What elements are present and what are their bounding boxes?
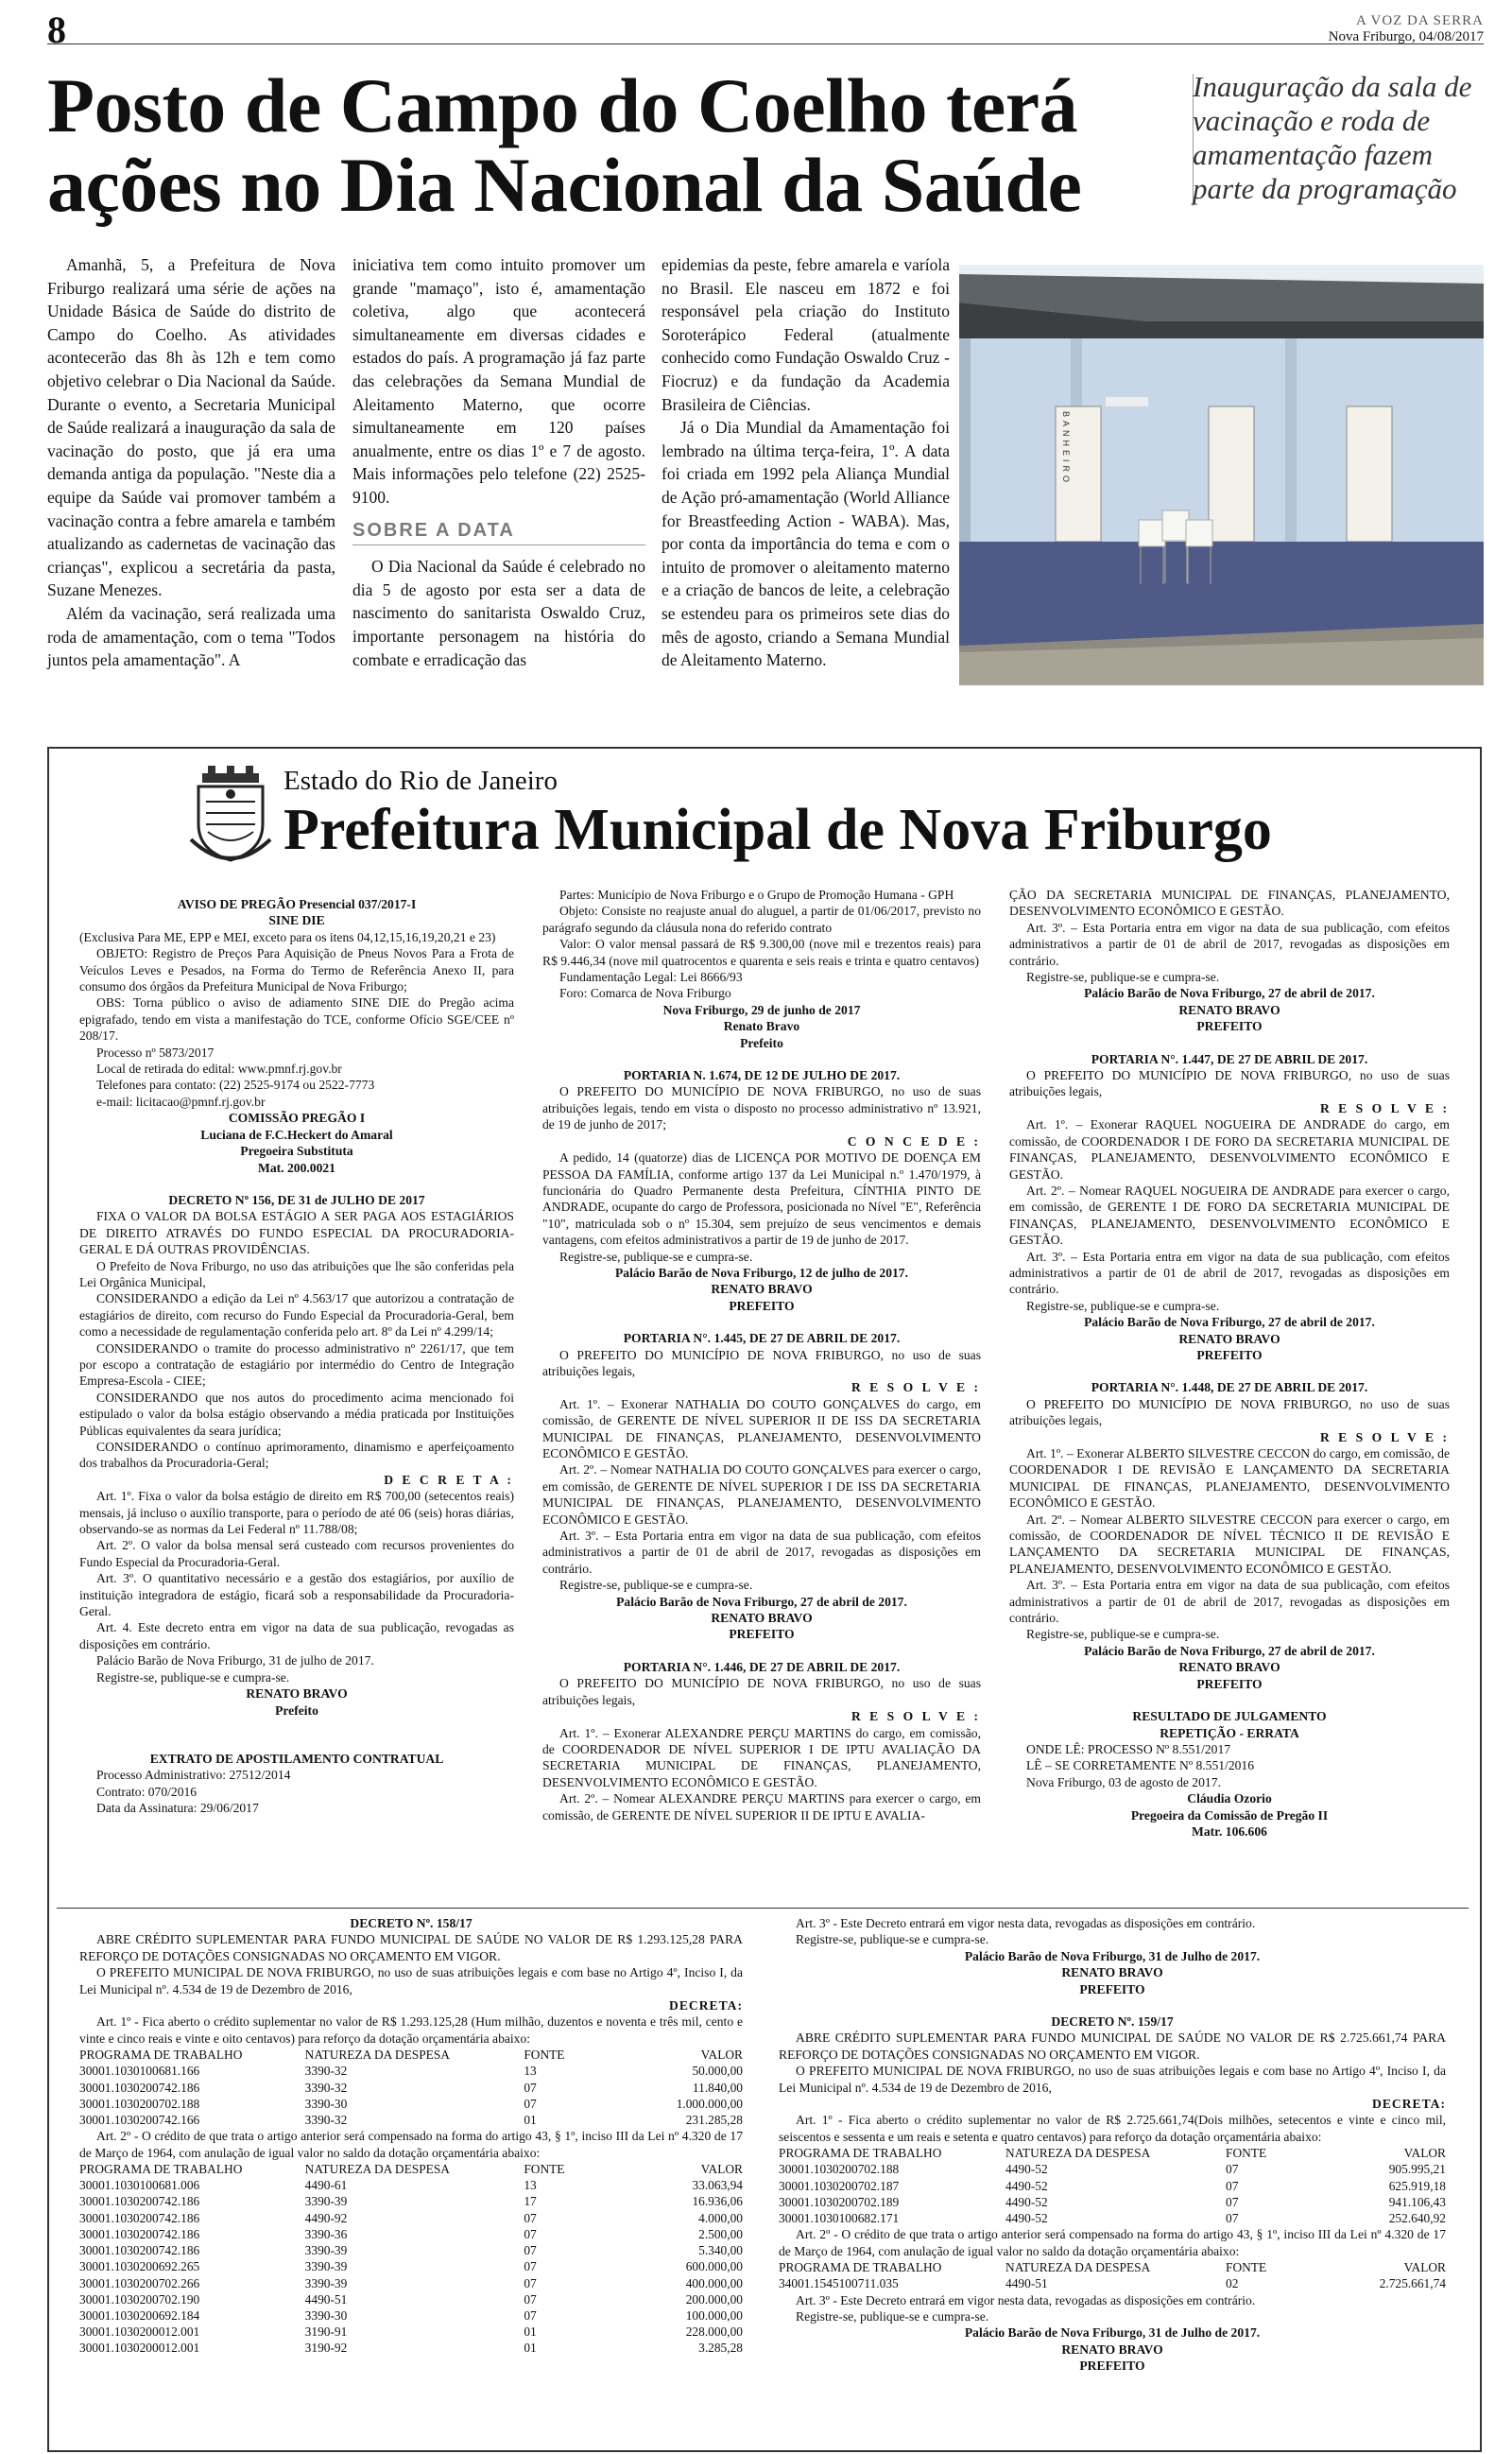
- table-cell: 2.500,00: [698, 2226, 743, 2241]
- spacer: [779, 1997, 1446, 2013]
- table-cell: 17: [524, 2194, 537, 2209]
- decree-verb: D E C R E T A :: [384, 1472, 514, 1487]
- paragraph: OBJETO: Registro de Preços Para Aquisição de Pneus Novos Para a Frota de Veículos Leves e Pesados, na Forma do Termo de Referência Anexo II, para consumo dos órgãos da Prefeitura Municipal de Nova Friburgo;: [79, 946, 514, 994]
- paragraph: Art. 3º. O quantitativo necessário e a gestão dos estagiários, por auxílio de instituição integradora de estágio, ficará sob a responsabilidade da Procuradoria-Geral.: [79, 1571, 514, 1619]
- centered-heading: AVISO DE PREGÃO Presencial 037/2017-I: [177, 897, 417, 911]
- table-header-row: [79, 2161, 743, 2177]
- table-cell: 30001.1030200742.186: [79, 2080, 200, 2095]
- table-row: [779, 2194, 1446, 2210]
- table-cell: 3390-36: [304, 2226, 348, 2241]
- health-unit-photo: [959, 265, 1484, 685]
- table-row: [779, 2161, 1446, 2177]
- table-cell: 07: [524, 2210, 537, 2225]
- table-cell: 625.919,18: [1388, 2178, 1446, 2193]
- paragraph: Art. 1º. – Exonerar ALBERTO SILVESTRE CECCON do cargo, em comissão, de COORDENADOR I DE REVISÃO E LANÇAMENTO DA SECRETARIA MUNICIPAL DE FINANÇAS, PLANEJAMENTO, DESENVOLVIMENTO ECONÔMICO E GESTÃO.: [1009, 1446, 1450, 1511]
- paragraph: Registre-se, publique-se e cumpra-se.: [559, 1249, 753, 1264]
- page-number: 8: [47, 9, 66, 51]
- table-row: [79, 2063, 743, 2079]
- paragraph: O Dia Nacional da Saúde é celebrado no dia 5 de agosto por esta ser a data de nascimento do sanitarista Oswaldo Cruz, importante personagem na história do combate e erradicação das: [352, 557, 645, 669]
- decree-verb: DECRETA:: [669, 1998, 743, 2013]
- centered-heading: Cláudia Ozorio: [1187, 1791, 1272, 1806]
- paragraph: (Exclusiva Para ME, EPP e MEI, exceto para os itens 04,12,15,16,19,20,21 e 23): [79, 929, 496, 944]
- prefeitura-title: Prefeitura Municipal de Nova Friburgo: [284, 798, 1272, 862]
- paragraph: ONDE LÊ: PROCESSO Nº 8.551/2017: [1026, 1741, 1231, 1756]
- column-header: NATUREZA DA DESPESA: [304, 2162, 450, 2177]
- budget-table: [779, 2145, 1446, 2226]
- table-cell: 3390-39: [304, 2275, 348, 2290]
- table-cell: 33.063,94: [692, 2178, 743, 2193]
- table-cell: 50.000,00: [692, 2064, 743, 2079]
- table-cell: 30001.1030200702.188: [779, 2162, 900, 2177]
- legal-column-1: [79, 896, 514, 1817]
- centered-heading: PREFEITO: [1196, 1676, 1263, 1691]
- decree-verb: R E S O L V E :: [850, 1380, 981, 1395]
- paragraph: Art. 2º. O valor da bolsa mensal será custeado com recursos provenientes do Fundo Especial da Procuradoria-Geral.: [79, 1538, 514, 1569]
- table-cell: 4490-52: [1005, 2178, 1048, 2193]
- centered-heading: Luciana de F.C.Heckert do Amaral: [200, 1127, 393, 1142]
- paragraph: OBS: Torna público o aviso de adiamento SINE DIE do Pregão acima epigrafado, tendo em vista a manifestação do TCE, conforme Ofício SGE/CEE nº 208/17.: [79, 995, 514, 1044]
- paragraph: Local de retirada do edital: www.pmnf.rj.gov.br: [96, 1062, 342, 1077]
- table-cell: 3190-92: [304, 2341, 348, 2356]
- centered-heading: Renato Bravo: [723, 1019, 800, 1034]
- spacer: [1009, 1035, 1450, 1051]
- paragraph: O PREFEITO DO MUNICÍPIO DE NOVA FRIBURGO, no uso de suas atribuições legais,: [542, 1347, 981, 1378]
- table-cell: 07: [524, 2275, 537, 2290]
- table-row: [779, 2210, 1446, 2226]
- paragraph: Nova Friburgo, 03 de agosto de 2017.: [1026, 1774, 1221, 1789]
- column-header: VALOR: [1403, 2260, 1446, 2275]
- table-row: [79, 2193, 743, 2209]
- table-cell: 905.995,21: [1388, 2162, 1446, 2177]
- centered-heading: DECRETO Nº. 159/17: [1051, 2014, 1174, 2030]
- table-cell: 4490-51: [1005, 2276, 1048, 2291]
- table-cell: 07: [524, 2291, 537, 2307]
- table-cell: 3390-32: [304, 2064, 348, 2079]
- decree-159-block: [779, 1915, 1446, 2375]
- table-row: [79, 2096, 743, 2112]
- column-header: PROGRAMA DE TRABALHO: [79, 2162, 243, 2177]
- table-cell: 13: [524, 2178, 537, 2193]
- paragraph: Amanhã, 5, a Prefeitura de Nova Friburgo realizará uma série de ações na Unidade Básica de Saúde do distrito de Campo do Coelho. As atividades acontecerão das 8h às 12h e tem como objetivo celebrar o Dia Nacional da Saúde. Durante o evento, a Secretaria Municipal de Saúde realizará a inauguração da sala de vacinação do posto, que já era uma demanda antiga da população. "Neste dia a equipe da Saúde vai promover também a vacinação contra a febre amarela e também atualizando as cadernetas de vacinação das crianças", explicou a secretária da pasta, Suzane Menezes.: [47, 255, 335, 600]
- legal-column-3: [1009, 887, 1450, 1840]
- table-cell: 3390-30: [304, 2096, 348, 2111]
- table-row: [79, 2324, 743, 2340]
- table-cell: 30001.1030200702.189: [779, 2194, 900, 2209]
- table-header-row: [779, 2259, 1446, 2275]
- paragraph: Art. 2º. – Nomear ALBERTO SILVESTRE CECCON para exercer o cargo, em comissão, de COORDENADOR DE NÍVEL TÉCNICO II DE REVISÃO E LANÇAMENTO DA SECRETARIA MUNICIPAL DE FINANÇAS, PLANEJAMENTO, DESENVOLVIMENTO ECONÔMICO E GESTÃO.: [1009, 1512, 1450, 1576]
- column-header: NATUREZA DA DESPESA: [1005, 2260, 1151, 2275]
- table-cell: 3390-32: [304, 2080, 348, 2095]
- column-header: FONTE: [1226, 2146, 1267, 2161]
- article-column-2: [352, 253, 645, 671]
- paragraph: O PREFEITO MUNICIPAL DE NOVA FRIBURGO, no uso de suas atribuições legais e com base no Artigo 4º, Inciso I, da Lei Municipal nº. 4.534 de 19 de Dezembro de 2016,: [779, 2064, 1446, 2095]
- table-cell: 07: [524, 2259, 537, 2274]
- table-cell: 30001.1030200702.266: [79, 2275, 200, 2290]
- table-cell: 30001.1030100682.171: [779, 2211, 900, 2226]
- paragraph: Registre-se, publique-se e cumpra-se.: [1026, 970, 1220, 985]
- centered-heading: Mat. 200.0021: [258, 1160, 335, 1175]
- centered-heading: Palácio Barão de Nova Friburgo, 27 de abril de 2017.: [1084, 1643, 1375, 1658]
- table-cell: 3390-39: [304, 2259, 348, 2274]
- table-cell: 30001.1030200742.186: [79, 2226, 200, 2241]
- paragraph: O PREFEITO DO MUNICÍPIO DE NOVA FRIBURGO, no uso de suas atribuições legais, tendo em vista o disposto no processo administrativo nº 13.921, de 19 de junho de 2017;: [542, 1084, 981, 1132]
- paragraph: Art. 1º - Fica aberto o crédito suplementar no valor de R$ 1.293.125,28 (Hum milhão, duzentos e noventa e três mil, cento e vinte e cinco reais e vinte e oito centavos) para reforço da dotação orçamentária abaixo:: [79, 2014, 743, 2046]
- centered-heading: RENATO BRAVO: [1061, 2342, 1163, 2357]
- centered-heading: PREFEITO: [1079, 1981, 1145, 1996]
- paragraph: Art. 2º. – Nomear NATHALIA DO COUTO GONÇALVES para exercer o cargo, em comissão, de GERENTE DE NÍVEL SUPERIOR I DE ISS DA SECRETARIA MUNICIPAL DE FINANÇAS, PLANEJAMENTO, DESENVOLVIMENTO ECONÔMICO E GESTÃO.: [542, 1462, 981, 1527]
- centered-heading: RESULTADO DE JULGAMENTO: [1132, 1709, 1327, 1724]
- table-cell: 07: [1226, 2194, 1239, 2209]
- table-cell: 13: [524, 2064, 537, 2079]
- paragraph: Art. 1º. – Exonerar ALEXANDRE PERÇU MARTINS do cargo, em comissão, de COORDENADOR DE NÍVEL SUPERIOR I DE IPTU AVALIAÇÃO DA SECRETARIA MUNICIPAL DE FINANÇAS, PLANEJAMENTO, DESENVOLVIMENTO ECONÔMICO E GESTÃO.: [542, 1725, 981, 1789]
- centered-heading: Palácio Barão de Nova Friburgo, 31 de Julho de 2017.: [964, 1948, 1261, 1963]
- column-header: FONTE: [524, 2048, 565, 2063]
- paragraph: CONSIDERANDO o tramite do processo administrativo nº 2261/17, que tem por escopo a contratação de estagiário por intermédio do Centro de Integração Empresa-Escola - CIEE;: [79, 1340, 514, 1389]
- paragraph: Art. 2º - O crédito de que trata o artigo anterior será compensado na forma do artigo 43, § 1º, inciso III da Lei nº 4.320 de 17 de Março de 1964, com anulação de igual valor no saldo da dotação orçamentária abaixo:: [779, 2227, 1446, 2258]
- centered-heading: PREFEITO: [1196, 1019, 1263, 1034]
- table-row: [79, 2080, 743, 2096]
- centered-heading: PORTARIA N°. 1.448, DE 27 DE ABRIL DE 2017.: [1091, 1380, 1368, 1395]
- paragraph: Art. 3º - Este Decreto entrará em vigor nesta data, revogadas as disposições em contrário.: [796, 2292, 1256, 2307]
- table-cell: 231.285,28: [685, 2113, 743, 2128]
- table-cell: 07: [524, 2243, 537, 2258]
- centered-heading: COMISSÃO PREGÃO I: [228, 1111, 366, 1126]
- paragraph: Art. 3º. – Esta Portaria entra em vigor na data de sua publicação, com efeitos administrativos a partir de 01 de abril de 2017, revogadas as disposições em contrário.: [1009, 920, 1450, 968]
- paragraph: Art. 3º. – Esta Portaria entra em vigor na data de sua publicação, com efeitos administrativos a partir de 01 de abril de 2017, revogadas as disposições em contrário.: [1009, 1249, 1450, 1297]
- door-sign: BANHEIRO: [1061, 411, 1071, 487]
- column-header: NATUREZA DA DESPESA: [304, 2048, 450, 2063]
- table-cell: 30001.1030100681.006: [79, 2178, 200, 2193]
- table-header-row: [779, 2145, 1446, 2161]
- table-cell: 07: [1226, 2211, 1239, 2226]
- table-cell: 200.000,00: [685, 2291, 743, 2307]
- table-row: [79, 2340, 743, 2356]
- table-cell: 4.000,00: [698, 2210, 743, 2225]
- centered-heading: PORTARIA N°. 1.446, DE 27 DE ABRIL DE 2017.: [623, 1659, 901, 1674]
- paragraph: Valor: O valor mensal passará de R$ 9.300,00 (nove mil e trezentos reais) para R$ 9.446,34 (nove mil quatrocentos e quarenta e seis reais e trinta e quatro centavos): [542, 937, 981, 968]
- column-header: FONTE: [1226, 2260, 1267, 2275]
- paragraph: O PREFEITO MUNICIPAL DE NOVA FRIBURGO, no uso de suas atribuições legais e com base no Artigo 4º, Inciso I, da Lei Municipal nº. 4.534 de 19 de Dezembro de 2016,: [79, 1965, 743, 1996]
- article-deck: Inauguração da sala de vacinação e roda de amamentação fazem parte da programação: [1193, 70, 1472, 205]
- page-header: [1329, 13, 1484, 45]
- table-cell: 600.000,00: [685, 2259, 743, 2274]
- table-cell: 02: [1226, 2276, 1239, 2291]
- table-cell: 1.000.000,00: [676, 2096, 743, 2111]
- paragraph: ÇÃO DA SECRETARIA MUNICIPAL DE FINANÇAS, PLANEJAMENTO, DESENVOLVIMENTO ECONÔMICO E GESTÃO.: [1009, 888, 1450, 919]
- table-cell: 30001.1030200702.187: [779, 2178, 900, 2193]
- paragraph: Registre-se, publique-se e cumpra-se.: [796, 2308, 989, 2324]
- table-cell: 07: [524, 2080, 537, 2095]
- column-header: FONTE: [524, 2162, 565, 2177]
- centered-heading: REPETIÇÃO - ERRATA: [1160, 1725, 1299, 1740]
- paragraph: O Prefeito de Nova Friburgo, no uso das atribuições que lhe são conferidas pela Lei Orgânica Municipal,: [79, 1258, 514, 1289]
- table-cell: 01: [524, 2341, 537, 2356]
- article-column-3: [662, 253, 950, 672]
- section-divider: [57, 1908, 1469, 1909]
- paragraph: Além da vacinação, será realizada uma roda de amamentação, com o tema "Todos juntos pela amamentação". A: [47, 603, 335, 670]
- centered-heading: Prefeito: [275, 1702, 318, 1718]
- spacer: [1009, 1363, 1450, 1379]
- table-cell: 07: [1226, 2178, 1239, 2193]
- dateline: Nova Friburgo, 04/08/2017: [1328, 29, 1484, 44]
- column-header: PROGRAMA DE TRABALHO: [779, 2260, 942, 2275]
- table-cell: 3390-39: [304, 2194, 348, 2209]
- centered-heading: SINE DIE: [268, 913, 325, 928]
- table-row: [79, 2291, 743, 2307]
- centered-heading: Palácio Barão de Nova Friburgo, 12 de julho de 2017.: [614, 1265, 908, 1280]
- decree-verb: DECRETA:: [1372, 2097, 1446, 2112]
- table-cell: 11.840,00: [692, 2080, 743, 2095]
- table-cell: 30001.1030200012.001: [79, 2341, 200, 2356]
- column-header: PROGRAMA DE TRABALHO: [79, 2048, 243, 2063]
- table-cell: 252.640,92: [1388, 2211, 1446, 2226]
- paragraph: Art. 1º. Fixa o valor da bolsa estágio de direito em R$ 700,00 (setecentos reais) mensais, já incluso o auxílio transporte, para o período de até 06 (seis) horas diárias, observando-se as normas da Lei Federal nº 11.788/08;: [79, 1489, 514, 1537]
- table-row: [779, 2275, 1446, 2291]
- table-row: [79, 2275, 743, 2291]
- table-cell: 30001.1030200742.166: [79, 2113, 200, 2128]
- centered-heading: PORTARIA N°. 1.445, DE 27 DE ABRIL DE 2017.: [623, 1331, 901, 1346]
- paragraph: Registre-se, publique-se e cumpra-se.: [796, 1932, 989, 1947]
- state-name: Estado do Rio de Janeiro: [284, 766, 558, 796]
- centered-heading: Prefeito: [740, 1035, 783, 1050]
- paragraph: ABRE CRÉDITO SUPLEMENTAR PARA FUNDO MUNICIPAL DE SAÚDE NO VALOR DE R$ 1.293.125,28 PARA REFORÇO DE DOTAÇÕES CONSIGNADAS NO ORÇAMENTO EM VIGOR.: [79, 1932, 743, 1963]
- paragraph: LÊ – SE CORRETAMENTE Nº 8.551/2016: [1026, 1758, 1255, 1773]
- column-header: NATUREZA DA DESPESA: [1005, 2146, 1151, 2161]
- decree-158-block: [79, 1915, 743, 2357]
- table-cell: 941.106,43: [1388, 2194, 1446, 2209]
- centered-heading: Nova Friburgo, 29 de junho de 2017: [662, 1002, 861, 1017]
- centered-heading: Palácio Barão de Nova Friburgo, 31 de Julho de 2017.: [964, 2325, 1261, 2341]
- paragraph: FIXA O VALOR DA BOLSA ESTÁGIO A SER PAGA AOS ESTAGIÁRIOS DE DIREITO ATRAVÉS DO FUNDO ESPECIAL DA PROCURADORIA-GERAL E DÁ OUTRAS PROVIDÊNCIAS.: [79, 1209, 514, 1257]
- paragraph: Registre-se, publique-se e cumpra-se.: [1026, 1627, 1220, 1642]
- paragraph: Registre-se, publique-se e cumpra-se.: [1026, 1298, 1220, 1313]
- table-cell: 4490-52: [1005, 2211, 1048, 2226]
- paragraph: Objeto: Consiste no reajuste anual do aluguel, a partir de 01/06/2017, previsto no parágrafo segundo da cláusula nona do referido contrato: [542, 904, 981, 935]
- centered-heading: PREFEITO: [729, 1627, 795, 1642]
- table-cell: 30001.1030200692.265: [79, 2259, 200, 2274]
- centered-heading: Pregoeira Substituta: [240, 1144, 353, 1159]
- paragraph: ABRE CRÉDITO SUPLEMENTAR PARA FUNDO MUNICIPAL DE SAÚDE NO VALOR DE R$ 2.725.661,74 PARA REFORÇO DE DOTAÇÕES CONSIGNADAS NO ORÇAMENTO EM VIGOR.: [779, 2031, 1446, 2062]
- table-cell: 3390-32: [304, 2113, 348, 2128]
- centered-heading: PREFEITO: [729, 1298, 795, 1313]
- table-cell: 100.000,00: [685, 2307, 743, 2323]
- centered-heading: RENATO BRAVO: [711, 1282, 813, 1297]
- table-cell: 01: [524, 2324, 537, 2340]
- centered-heading: PORTARIA N°. 1.447, DE 27 DE ABRIL DE 2017.: [1091, 1051, 1368, 1066]
- table-cell: 01: [524, 2113, 537, 2128]
- spacer: [79, 1176, 514, 1192]
- table-cell: 30001.1030200742.186: [79, 2243, 200, 2258]
- centered-heading: PREFEITO: [1079, 2359, 1145, 2374]
- spacer: [1009, 1692, 1450, 1708]
- decree-verb: R E S O L V E :: [1319, 1100, 1450, 1115]
- table-cell: 30001.1030200742.186: [79, 2210, 200, 2225]
- table-cell: 400.000,00: [685, 2275, 743, 2290]
- paragraph: CONSIDERANDO a edição da Lei nº 4.563/17 que autorizou a contratação de estagiários de direito, com recurso do Fundo Especial da Procuradoria-Geral, bem como a necessidade de regulamentação conferida pelo art. 8º da Lei nº 4.299/14;: [79, 1291, 514, 1339]
- paragraph: O PREFEITO DO MUNICÍPIO DE NOVA FRIBURGO, no uso de suas atribuições legais,: [542, 1676, 981, 1707]
- paragraph: Palácio Barão de Nova Friburgo, 31 de julho de 2017.: [96, 1653, 374, 1668]
- paragraph: Art. 1º. – Exonerar RAQUEL NOGUEIRA DE ANDRADE do cargo, em comissão, de COORDENADOR I DE FORO DA SECRETARIA MUNICIPAL DE FINANÇAS, PLANEJAMENTO, DESENVOLVIMENTO ECONÔMICO E GESTÃO.: [1009, 1117, 1450, 1182]
- centered-heading: RENATO BRAVO: [711, 1611, 813, 1626]
- table-cell: 3390-30: [304, 2307, 348, 2323]
- paragraph: Já o Dia Mundial da Amamentação foi lembrado na última terça-feira, 1º. A data foi criada em 1992 pela Aliança Mundial de Ação pró-amamentação (World Alliance for Breastfeeding Action - WABA). Mas, por conta da importância do tema e com o intuito de promover o aleitamento materno e a criação de bancos de leite, a celebração se estendeu para os primeiros sete dias do mês de agosto, criando a Semana Mundial de Aleitamento Materno.: [662, 418, 950, 670]
- paragraph: A pedido, 14 (quatorze) dias de LICENÇA POR MOTIVO DE DOENÇA EM PESSOA DA FAMÍLIA, conforme artigo 137 da Lei Municipal n.º 1.470/1979, à funcionária do Quadro Permanente desta Prefeitura, CÍNTHIA PINTO DE ANDRADE, ocupante do cargo de Professora, posicionada no Nível "E", Referência "10", matriculada sob o nº 15.304, sem prejuízo de seus vencimentos e demais vantagens, com efeitos administrativos a partir de 19 de junho de 2017.: [542, 1150, 981, 1248]
- paragraph: Processo Administrativo: 27512/2014: [96, 1768, 291, 1783]
- centered-heading: EXTRATO DE APOSTILAMENTO CONTRATUAL: [149, 1751, 444, 1766]
- paragraph: O PREFEITO DO MUNICÍPIO DE NOVA FRIBURGO, no uso de suas atribuições legais,: [1009, 1068, 1450, 1099]
- paragraph: Processo nº 5873/2017: [96, 1045, 215, 1060]
- table-header-row: [79, 2047, 743, 2063]
- paragraph: O PREFEITO DO MUNICÍPIO DE NOVA FRIBURGO, no uso de suas atribuições legais,: [1009, 1396, 1450, 1428]
- centered-heading: Pregoeira da Comissão de Pregão II: [1130, 1807, 1329, 1823]
- table-cell: 5.340,00: [698, 2243, 743, 2258]
- budget-table: [79, 2161, 743, 2356]
- centered-heading: RENATO BRAVO: [1178, 1660, 1280, 1675]
- spacer: [542, 1314, 981, 1330]
- budget-table: [79, 2047, 743, 2128]
- centered-heading: RENATO BRAVO: [1178, 1331, 1280, 1346]
- table-cell: 30001.1030100681.166: [79, 2064, 200, 2079]
- paragraph: iniciativa tem como intuito promover um grande "mamaço", isto é, amamentação coletiva, algo que acontecerá simultaneamente em diversas cidades e estados do país. A programação já faz parte das celebrações da Semana Mundial de Aleitamento Materno, que ocorre simultaneamente em 120 países anualmente, entre os dias 1º e 7 de agosto. Mais informações pelo telefone (22) 2525-9100.: [352, 255, 645, 507]
- table-row: [79, 2210, 743, 2226]
- paragraph: Fundamentação Legal: Lei 8666/93: [559, 970, 743, 985]
- paragraph: Art. 2º. – Nomear RAQUEL NOGUEIRA DE ANDRADE para exercer o cargo, em comissão, de GERENTE I DE FORO DA SECRETARIA MUNICIPAL DE FINANÇAS, PLANEJAMENTO, DESENVOLVIMENTO ECONÔMICO E GESTÃO.: [1009, 1183, 1450, 1248]
- paragraph: e-mail: licitacao@pmnf.rj.gov.br: [96, 1094, 266, 1109]
- centered-heading: Palácio Barão de Nova Friburgo, 27 de abril de 2017.: [1084, 986, 1375, 1001]
- centered-heading: PORTARIA N. 1.674, DE 12 DE JULHO DE 2017.: [623, 1068, 901, 1083]
- article-column-1: [47, 253, 335, 672]
- paragraph: Art. 1º. – Exonerar NATHALIA DO COUTO GONÇALVES do cargo, em comissão, de GERENTE DE NÍVEL SUPERIOR II DE ISS DA SECRETARIA MUNICIPAL DE FINANÇAS, PLANEJAMENTO, DESENVOLVIMENTO ECONÔMICO E GESTÃO.: [542, 1396, 981, 1460]
- table-row: [79, 2242, 743, 2258]
- centered-heading: RENATO BRAVO: [246, 1686, 348, 1702]
- paragraph: Art. 3º. – Esta Portaria entra em vigor na data de sua publicação, com efeitos administrativos a partir de 01 de abril de 2017, revogadas as disposições em contrário.: [542, 1529, 981, 1576]
- header-rule: [47, 43, 1484, 44]
- column-header: PROGRAMA DE TRABALHO: [779, 2146, 942, 2161]
- article-headline: Posto de Campo do Coelho terá ações no Dia Nacional da Saúde: [47, 62, 1082, 228]
- centered-heading: Palácio Barão de Nova Friburgo, 27 de abril de 2017.: [616, 1594, 907, 1609]
- budget-table: [779, 2259, 1446, 2291]
- table-cell: 30001.1030200702.190: [79, 2291, 200, 2307]
- centered-heading: RENATO BRAVO: [1178, 1002, 1280, 1017]
- table-cell: 07: [524, 2096, 537, 2111]
- spacer: [79, 1719, 514, 1735]
- paragraph: Art. 3º - Este Decreto entrará em vigor nesta data, revogadas as disposições em contrário.: [796, 1916, 1256, 1930]
- decree-verb: R E S O L V E :: [1319, 1429, 1450, 1444]
- table-cell: 3.285,28: [698, 2341, 743, 2356]
- column-header: VALOR: [700, 2048, 743, 2063]
- table-cell: 16.936,06: [692, 2194, 743, 2209]
- legal-column-2: [542, 887, 981, 1823]
- paragraph: Art. 1º - Fica aberto o crédito suplementar no valor de R$ 2.725.661,74(Dois milhões, setecentos e vinte e cinco mil, seiscentos e sessenta e um reais e setenta e quatro centavos) para reforço da dotação orçamentária abaixo:: [779, 2113, 1446, 2144]
- spacer: [542, 1051, 981, 1067]
- paragraph: Registre-se, publique-se e cumpra-se.: [96, 1669, 290, 1685]
- table-cell: 30001.1030200012.001: [79, 2324, 200, 2340]
- publication-name: A VOZ DA SERRA: [1356, 13, 1484, 28]
- table-cell: 34001.1545100711.035: [779, 2276, 899, 2291]
- centered-heading: DECRETO Nº 156, DE 31 de JULHO DE 2017: [168, 1192, 425, 1207]
- paragraph: Data da Assinatura: 29/06/2017: [96, 1801, 259, 1816]
- table-cell: 4490-51: [304, 2291, 348, 2307]
- table-cell: 07: [1226, 2162, 1239, 2177]
- paragraph: epidemias da peste, febre amarela e varíola no Brasil. Ele nasceu em 1872 e foi responsável pela criação do Instituto Soroterápico Federal (atualmente conhecido como Fundação Oswaldo Cruz - Fiocruz) e da fundação da Academia Brasileira de Ciências.: [662, 255, 950, 414]
- centered-heading: RENATO BRAVO: [1061, 1965, 1163, 1980]
- decree-verb: R E S O L V E :: [850, 1709, 981, 1724]
- paragraph: CONSIDERANDO que nos autos do procedimento acima mencionado foi estipulado o valor da bolsa estágio observando a média praticada por Instituições Públicas equivalentes da seara jurídica;: [79, 1390, 514, 1438]
- centered-heading: DECRETO Nº. 158/17: [350, 1916, 472, 1930]
- table-cell: 4490-92: [304, 2210, 348, 2225]
- table-row: [779, 2178, 1446, 2194]
- paragraph: Foro: Comarca de Nova Friburgo: [559, 986, 731, 1001]
- centered-heading: Palácio Barão de Nova Friburgo, 27 de abril de 2017.: [1084, 1315, 1375, 1330]
- paragraph: Telefones para contato: (22) 2525-9174 ou 2522-7773: [96, 1078, 375, 1093]
- paragraph: Art. 2º - O crédito de que trata o artigo anterior será compensado na forma do artigo 43, § 1º, inciso III da Lei nº 4.320 de 17 de Março de 1964, com anulação de igual valor no saldo da dotação orçamentária abaixo:: [79, 2129, 743, 2160]
- table-cell: 07: [524, 2226, 537, 2241]
- table-row: [79, 2258, 743, 2274]
- decree-verb: C O N C E D E :: [847, 1133, 981, 1149]
- paragraph: Art. 2º. – Nomear ALEXANDRE PERÇU MARTINS para exercer o cargo, em comissão, de GERENTE DE NÍVEL SUPERIOR II DE IPTU E AVALIA-: [542, 1791, 981, 1823]
- column-header: VALOR: [700, 2162, 743, 2177]
- spacer: [79, 1735, 514, 1751]
- table-cell: 3190-91: [304, 2324, 348, 2340]
- paragraph: Registre-se, publique-se e cumpra-se.: [559, 1578, 753, 1593]
- paragraph: Art. 4. Este decreto entra em vigor na data de sua publicação, revogadas as disposições em contrário.: [79, 1620, 514, 1651]
- subheading: SOBRE A DATA: [352, 519, 645, 546]
- table-cell: 4490-61: [304, 2178, 348, 2193]
- table-cell: 30001.1030200692.184: [79, 2307, 200, 2323]
- table-cell: 3390-39: [304, 2243, 348, 2258]
- table-cell: 4490-52: [1005, 2194, 1048, 2209]
- paragraph: Contrato: 070/2016: [96, 1784, 198, 1799]
- municipal-seal-icon: [189, 764, 272, 868]
- table-row: [79, 2226, 743, 2242]
- table-cell: 30001.1030200702.188: [79, 2096, 200, 2111]
- table-cell: 2.725.661,74: [1379, 2276, 1446, 2291]
- table-row: [79, 2112, 743, 2128]
- table-row: [79, 2307, 743, 2324]
- table-cell: 30001.1030200742.186: [79, 2194, 200, 2209]
- centered-heading: Matr. 106.606: [1192, 1823, 1267, 1839]
- centered-heading: PREFEITO: [1196, 1347, 1263, 1362]
- paragraph: CONSIDERANDO o contínuo aprimoramento, dinamismo e aperfeiçoamento dos trabalhos da Procuradoria-Geral;: [79, 1440, 514, 1471]
- paragraph: Partes: Município de Nova Friburgo e o Grupo de Promoção Humana - GPH: [559, 888, 954, 902]
- column-header: VALOR: [1403, 2146, 1446, 2161]
- table-cell: 07: [524, 2307, 537, 2323]
- table-cell: 228.000,00: [685, 2324, 743, 2340]
- paragraph: Art. 3º. – Esta Portaria entra em vigor na data de sua publicação, com efeitos administrativos a partir de 01 de abril de 2017, revogadas as disposições em contrário.: [1009, 1578, 1450, 1626]
- spacer: [542, 1643, 981, 1659]
- table-cell: 4490-52: [1005, 2162, 1048, 2177]
- table-row: [79, 2177, 743, 2193]
